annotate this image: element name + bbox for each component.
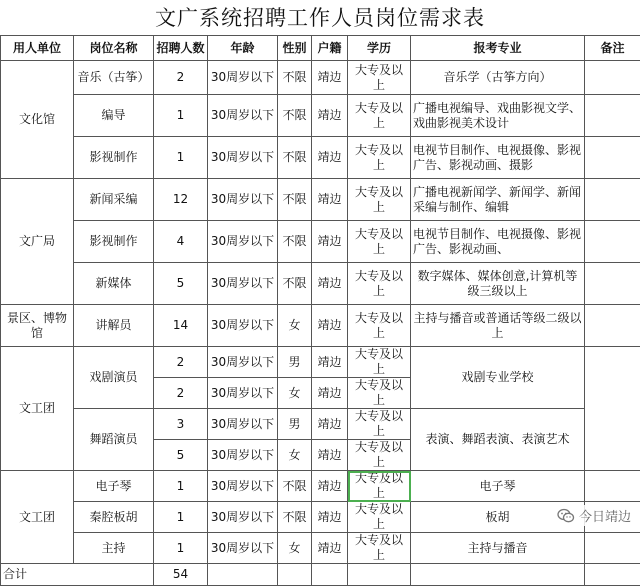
count-cell: 12 (154, 179, 208, 221)
gender-cell: 女 (278, 378, 312, 409)
education-cell: 大专及以上 (348, 61, 411, 95)
count-cell: 1 (154, 95, 208, 137)
count-cell: 4 (154, 221, 208, 263)
note-cell (585, 471, 640, 502)
gender-cell: 男 (278, 409, 312, 440)
table-row (1, 533, 640, 564)
count-cell: 1 (154, 502, 208, 533)
position-cell: 电子琴 (74, 471, 154, 502)
note-cell (585, 179, 640, 221)
education-cell: 大专及以上 (348, 502, 411, 533)
residence-cell: 靖边 (312, 378, 348, 409)
major-cell: 戏剧专业学校 (411, 347, 585, 409)
major-cell: 数字媒体、媒体创意,计算机等级三级以上 (411, 263, 585, 305)
position-cell: 新闻采编 (74, 179, 154, 221)
residence-cell: 靖边 (312, 502, 348, 533)
table-row (1, 221, 640, 263)
gender-cell: 不限 (278, 263, 312, 305)
age-cell: 30周岁以下 (208, 305, 278, 347)
position-cell: 编导 (74, 95, 154, 137)
table-row (1, 179, 640, 221)
note-cell (585, 221, 640, 263)
major-cell: 电视节目制作、电视摄像、影视广告、影视动画、摄影 (411, 137, 585, 179)
age-cell: 30周岁以下 (208, 137, 278, 179)
header-row (1, 36, 640, 61)
header-cell: 岗位名称 (74, 36, 154, 61)
age-cell: 30周岁以下 (208, 221, 278, 263)
page-title: 文广系统招聘工作人员岗位需求表 (0, 4, 640, 32)
watermark-text: 今日靖边 (579, 506, 631, 525)
age-cell: 30周岁以下 (208, 95, 278, 137)
residence-cell: 靖边 (312, 95, 348, 137)
education-cell: 大专及以上 (348, 440, 411, 471)
note-cell (585, 95, 640, 137)
note-cell (585, 137, 640, 179)
residence-cell: 靖边 (312, 61, 348, 95)
unit-cell: 文工团 (1, 347, 74, 471)
unit-cell: 景区、博物馆 (1, 305, 74, 347)
count-cell: 2 (154, 378, 208, 409)
education-cell: 大专及以上 (348, 533, 411, 564)
age-cell: 30周岁以下 (208, 471, 278, 502)
unit-cell: 文化馆 (1, 61, 74, 179)
residence-cell: 靖边 (312, 471, 348, 502)
gender-cell: 男 (278, 347, 312, 378)
education-cell: 大专及以上 (348, 347, 411, 378)
education-cell: 大专及以上 (348, 179, 411, 221)
major-cell: 广播电视编导、戏曲影视文学、戏曲影视美术设计 (411, 95, 585, 137)
residence-cell: 靖边 (312, 440, 348, 471)
count-cell: 1 (154, 471, 208, 502)
empty-cell (312, 564, 348, 586)
residence-cell: 靖边 (312, 221, 348, 263)
age-cell: 30周岁以下 (208, 409, 278, 440)
empty-cell (585, 564, 640, 586)
note-cell (585, 305, 640, 347)
education-cell-selected[interactable]: 大专及以上 (348, 471, 411, 502)
residence-cell: 靖边 (312, 347, 348, 378)
major-cell: 音乐学（古筝方向） (411, 61, 585, 95)
age-cell: 30周岁以下 (208, 347, 278, 378)
position-cell: 影视制作 (74, 137, 154, 179)
major-cell: 表演、舞蹈表演、表演艺术 (411, 409, 585, 471)
note-cell (585, 263, 640, 305)
residence-cell: 靖边 (312, 137, 348, 179)
major-cell: 板胡 (411, 502, 585, 533)
header-cell: 报考专业 (411, 36, 585, 61)
count-cell: 1 (154, 137, 208, 179)
position-cell: 舞蹈演员 (74, 409, 154, 471)
gender-cell: 女 (278, 533, 312, 564)
gender-cell: 女 (278, 440, 312, 471)
header-cell: 用人单位 (1, 36, 74, 61)
position-cell: 戏剧演员 (74, 347, 154, 409)
empty-cell (348, 564, 411, 586)
header-cell: 招聘人数 (154, 36, 208, 61)
header-cell: 学历 (348, 36, 411, 61)
header-cell: 户籍 (312, 36, 348, 61)
major-cell: 主持与播音或普通话等级二级以上 (411, 305, 585, 347)
position-cell: 新媒体 (74, 263, 154, 305)
gender-cell: 不限 (278, 471, 312, 502)
residence-cell: 靖边 (312, 409, 348, 440)
wechat-icon (557, 508, 575, 524)
gender-cell: 女 (278, 305, 312, 347)
education-cell: 大专及以上 (348, 263, 411, 305)
header-cell: 备注 (585, 36, 640, 61)
table-row (1, 471, 640, 502)
table-row (1, 95, 640, 137)
note-cell (585, 347, 640, 471)
count-cell: 5 (154, 263, 208, 305)
residence-cell: 靖边 (312, 533, 348, 564)
count-cell: 14 (154, 305, 208, 347)
education-cell: 大专及以上 (348, 137, 411, 179)
age-cell: 30周岁以下 (208, 533, 278, 564)
age-cell: 30周岁以下 (208, 378, 278, 409)
header-cell: 年龄 (208, 36, 278, 61)
table-row (1, 409, 640, 440)
count-cell: 5 (154, 440, 208, 471)
header-cell: 性别 (278, 36, 312, 61)
education-cell: 大专及以上 (348, 305, 411, 347)
count-cell: 1 (154, 533, 208, 564)
gender-cell: 不限 (278, 61, 312, 95)
position-cell: 音乐（古筝） (74, 61, 154, 95)
total-row (1, 564, 640, 586)
table-row (1, 137, 640, 179)
education-cell: 大专及以上 (348, 95, 411, 137)
count-cell: 2 (154, 347, 208, 378)
table-row (1, 347, 640, 378)
watermark (554, 505, 634, 526)
total-label: 合计 (1, 564, 154, 586)
total-count: 54 (154, 564, 208, 586)
education-cell: 大专及以上 (348, 409, 411, 440)
position-cell: 讲解员 (74, 305, 154, 347)
position-cell: 主持 (74, 533, 154, 564)
education-cell: 大专及以上 (348, 221, 411, 263)
empty-cell (278, 564, 312, 586)
major-cell: 电子琴 (411, 471, 585, 502)
empty-cell (411, 564, 585, 586)
unit-cell: 文广局 (1, 179, 74, 305)
residence-cell: 靖边 (312, 263, 348, 305)
major-cell: 广播电视新闻学、新闻学、新闻采编与制作、编辑 (411, 179, 585, 221)
position-cell: 秦腔板胡 (74, 502, 154, 533)
note-cell (585, 61, 640, 95)
position-cell: 影视制作 (74, 221, 154, 263)
table-row (1, 305, 640, 347)
gender-cell: 不限 (278, 95, 312, 137)
education-cell: 大专及以上 (348, 378, 411, 409)
count-cell: 3 (154, 409, 208, 440)
unit-cell: 文工团 (1, 471, 74, 564)
note-cell (585, 533, 640, 564)
major-cell: 电视节目制作、电视摄像、影视广告、影视动画、 (411, 221, 585, 263)
age-cell: 30周岁以下 (208, 502, 278, 533)
residence-cell: 靖边 (312, 305, 348, 347)
empty-cell (208, 564, 278, 586)
table-row (1, 263, 640, 305)
age-cell: 30周岁以下 (208, 263, 278, 305)
gender-cell: 不限 (278, 502, 312, 533)
count-cell: 2 (154, 61, 208, 95)
gender-cell: 不限 (278, 137, 312, 179)
age-cell: 30周岁以下 (208, 179, 278, 221)
age-cell: 30周岁以下 (208, 61, 278, 95)
table-row (1, 61, 640, 95)
residence-cell: 靖边 (312, 179, 348, 221)
age-cell: 30周岁以下 (208, 440, 278, 471)
gender-cell: 不限 (278, 221, 312, 263)
job-requirements-table (0, 35, 640, 586)
major-cell: 主持与播音 (411, 533, 585, 564)
gender-cell: 不限 (278, 179, 312, 221)
table-row (1, 502, 640, 533)
